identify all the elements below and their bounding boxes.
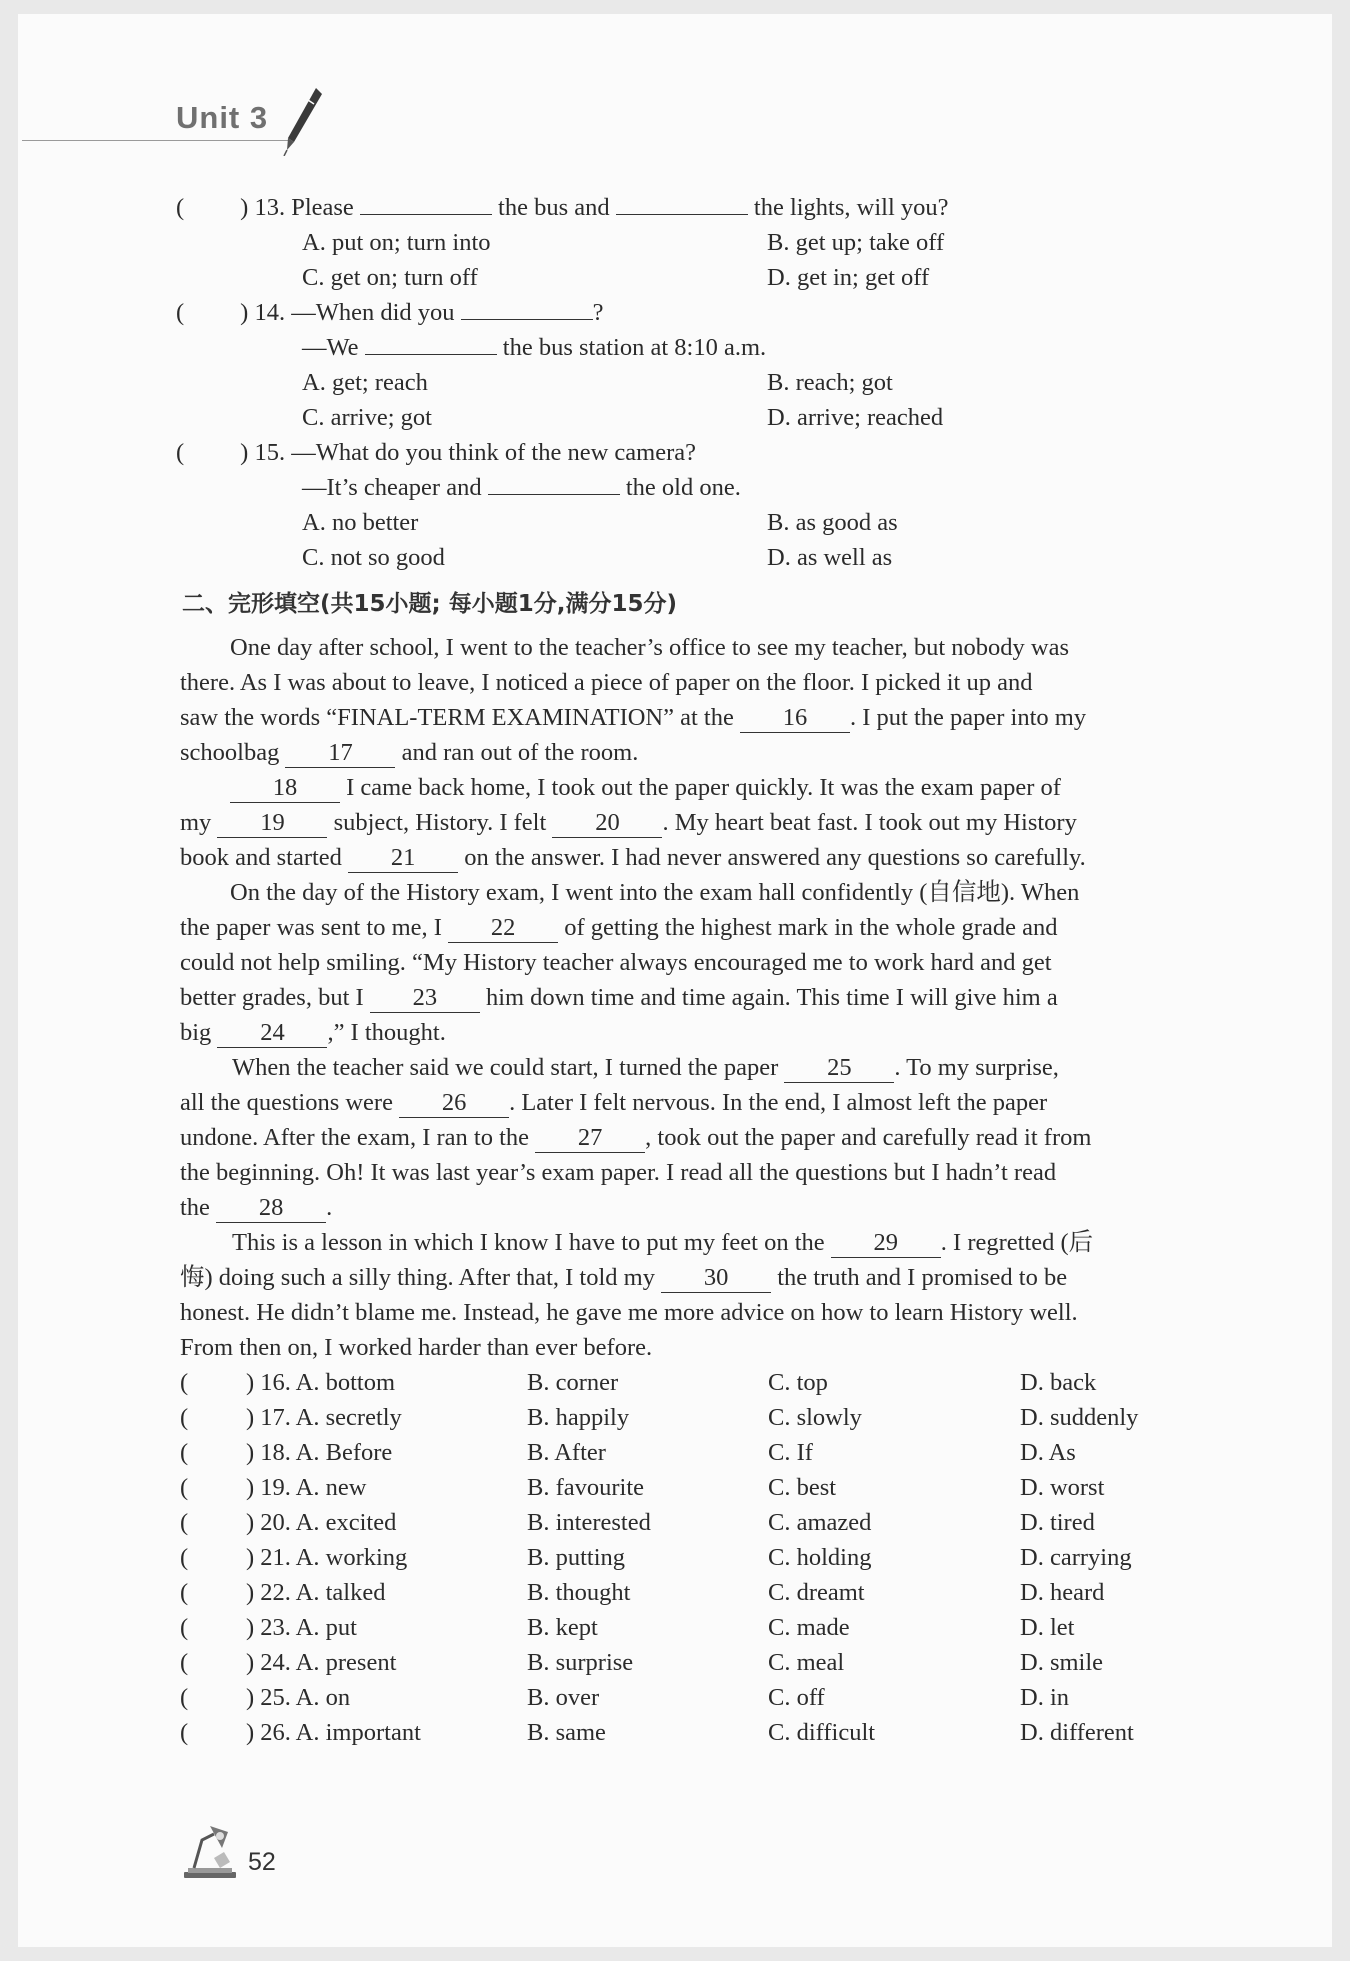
answer-blank[interactable] <box>360 214 492 215</box>
choice-option-a: ) 22. A. talked <box>246 1579 386 1606</box>
question-14-line2 <box>302 330 766 365</box>
choice-option-a: ) 23. A. put <box>246 1614 357 1641</box>
option-d: D. as well as <box>767 544 893 571</box>
choice-option-b: B. After <box>527 1439 606 1466</box>
choice-option-b: B. putting <box>527 1544 626 1571</box>
choice-option-d: D. As <box>1020 1439 1076 1466</box>
cloze-blank-20[interactable]: 20 <box>552 809 662 838</box>
choice-option-d: D. different <box>1020 1719 1134 1746</box>
question-15-line2 <box>302 470 741 505</box>
unit-title: Unit 3 <box>176 100 269 135</box>
answer-paren: ( <box>176 439 185 466</box>
question-stem: the lights, will you? <box>753 194 949 221</box>
cloze-blank-17[interactable]: 17 <box>285 739 395 768</box>
choice-option-d: D. heard <box>1020 1579 1105 1606</box>
choice-option-a: ) 24. A. present <box>246 1649 397 1676</box>
choice-option-d: D. smile <box>1020 1649 1104 1676</box>
question-stem: the old one. <box>625 474 741 501</box>
cloze-blank-29[interactable]: 29 <box>831 1229 941 1258</box>
passage-line: better grades, but I 23 him down time and time again. This time I will give him a <box>180 984 1058 1011</box>
choice-option-b: B. thought <box>527 1579 631 1606</box>
cloze-blank-25[interactable]: 25 <box>784 1054 894 1083</box>
passage-line: undone. After the exam, I ran to the 27 , took out the paper and carefully read it from <box>180 1124 1092 1151</box>
passage-line: One day after school, I went to the teacher’s office to see my teacher, but nobody was <box>230 634 1069 661</box>
choice-option-c: C. meal <box>768 1649 845 1676</box>
passage-line: 悔) doing such a silly thing. After that, I told my 30 the truth and I promised to be <box>180 1264 1068 1291</box>
choice-option-c: C. top <box>768 1369 828 1396</box>
question-stem: ) 15. —What do you think of the new camera? <box>240 439 696 466</box>
question-14 <box>176 295 604 330</box>
choice-option-a: ) 20. A. excited <box>246 1509 397 1536</box>
choice-option-a: ) 16. A. bottom <box>246 1369 396 1396</box>
passage-line: all the questions were 26 . Later I felt nervous. In the end, I almost left the paper <box>180 1089 1048 1116</box>
choice-option-c: C. off <box>768 1684 825 1711</box>
option-c: C. arrive; got <box>302 404 432 431</box>
cloze-blank-27[interactable]: 27 <box>535 1124 645 1153</box>
choice-option-d: D. carrying <box>1020 1544 1132 1571</box>
section-heading: 二、完形填空(共15小题; 每小题1分,满分15分) <box>182 591 677 617</box>
question-stem: ) 14. —When did you <box>240 299 455 326</box>
answer-blank[interactable] <box>488 494 620 495</box>
choice-option-c: C. If <box>768 1439 813 1466</box>
passage-line: This is a lesson in which I know I have to put my feet on the 29 . I regretted (后 <box>232 1229 1094 1256</box>
desk-lamp-icon <box>180 1822 240 1880</box>
answer-paren[interactable]: ( <box>180 1474 189 1501</box>
answer-blank[interactable] <box>616 214 748 215</box>
passage-line: schoolbag 17 and ran out of the room. <box>180 739 639 766</box>
choice-option-c: C. holding <box>768 1544 872 1571</box>
passage-line: my 19 subject, History. I felt 20 . My heart beat fast. I took out my History <box>180 809 1077 836</box>
cloze-blank-28[interactable]: 28 <box>216 1194 326 1223</box>
choice-option-b: B. interested <box>527 1509 651 1536</box>
choice-option-d: D. let <box>1020 1614 1075 1641</box>
choice-option-a: ) 25. A. on <box>246 1684 351 1711</box>
answer-paren[interactable]: ( <box>180 1719 189 1746</box>
page-number: 52 <box>248 1848 276 1876</box>
question-stem: ) 13. Please <box>240 194 354 221</box>
option-a: A. put on; turn into <box>302 229 491 256</box>
cloze-blank-16[interactable]: 16 <box>740 704 850 733</box>
answer-paren[interactable]: ( <box>180 1579 189 1606</box>
passage-line: the 28 . <box>180 1194 333 1221</box>
passage-line: there. As I was about to leave, I noticed a piece of paper on the floor. I picked it up and <box>180 669 1033 696</box>
passage-line: saw the words “FINAL-TERM EXAMINATION” at the 16 . I put the paper into my <box>180 704 1087 731</box>
passage-line: 18 I came back home, I took out the paper quickly. It was the exam paper of <box>230 770 1061 805</box>
answer-blank[interactable] <box>365 354 497 355</box>
answer-paren[interactable]: ( <box>180 1369 189 1396</box>
cloze-blank-30[interactable]: 30 <box>661 1264 771 1293</box>
cloze-blank-18[interactable]: 18 <box>230 774 340 803</box>
answer-paren: ( <box>176 299 185 326</box>
choice-option-b: B. surprise <box>527 1649 634 1676</box>
passage-line: On the day of the History exam, I went into the exam hall confidently (自信地). When <box>230 879 1080 906</box>
passage-line: From then on, I worked harder than ever before. <box>180 1334 653 1361</box>
cloze-blank-26[interactable]: 26 <box>399 1089 509 1118</box>
answer-paren[interactable]: ( <box>180 1684 189 1711</box>
choice-option-d: D. worst <box>1020 1474 1105 1501</box>
question-13 <box>176 190 949 225</box>
choice-option-c: C. made <box>768 1614 850 1641</box>
passage-line: big 24 ,” I thought. <box>180 1019 446 1046</box>
choice-option-c: C. amazed <box>768 1509 872 1536</box>
cloze-blank-23[interactable]: 23 <box>370 984 480 1013</box>
choice-option-d: D. suddenly <box>1020 1404 1139 1431</box>
option-a: A. get; reach <box>302 369 428 396</box>
pen-icon <box>280 86 324 156</box>
choice-option-d: D. back <box>1020 1369 1097 1396</box>
choice-option-a: ) 21. A. working <box>246 1544 408 1571</box>
passage-line: book and started 21 on the answer. I had never answered any questions so carefully. <box>180 844 1086 871</box>
option-c: C. get on; turn off <box>302 264 478 291</box>
choice-option-b: B. same <box>527 1719 606 1746</box>
option-d: D. get in; get off <box>767 264 930 291</box>
question-stem: —We <box>302 334 359 361</box>
header-rule <box>22 140 288 141</box>
option-a: A. no better <box>302 509 419 536</box>
cloze-blank-22[interactable]: 22 <box>448 914 558 943</box>
choice-option-b: B. happily <box>527 1404 630 1431</box>
cloze-blank-21[interactable]: 21 <box>348 844 458 873</box>
choice-option-d: D. tired <box>1020 1509 1095 1536</box>
option-b: B. reach; got <box>767 369 893 396</box>
answer-paren[interactable]: ( <box>180 1544 189 1571</box>
choice-option-b: B. over <box>527 1684 600 1711</box>
cloze-blank-24[interactable]: 24 <box>217 1019 327 1048</box>
option-c: C. not so good <box>302 544 445 571</box>
choice-option-b: B. corner <box>527 1369 619 1396</box>
question-stem: the bus station at 8:10 a.m. <box>502 334 767 361</box>
question-15 <box>176 435 696 470</box>
passage-line: the beginning. Oh! It was last year’s exam paper. I read all the questions but I hadn’t read <box>180 1159 1057 1186</box>
choice-option-d: D. in <box>1020 1684 1069 1711</box>
answer-paren: ( <box>176 194 185 221</box>
choice-option-c: C. slowly <box>768 1404 862 1431</box>
option-b: B. get up; take off <box>767 229 945 256</box>
cloze-blank-19[interactable]: 19 <box>217 809 327 838</box>
answer-paren[interactable]: ( <box>180 1439 189 1466</box>
passage-line: When the teacher said we could start, I turned the paper 25 . To my surprise, <box>232 1054 1059 1081</box>
choice-option-a: ) 17. A. secretly <box>246 1404 402 1431</box>
answer-paren[interactable]: ( <box>180 1614 189 1641</box>
option-d: D. arrive; reached <box>767 404 944 431</box>
choice-option-a: ) 18. A. Before <box>246 1439 393 1466</box>
choice-option-c: C. difficult <box>768 1719 876 1746</box>
question-stem: —It’s cheaper and <box>302 474 482 501</box>
choice-option-c: C. dreamt <box>768 1579 865 1606</box>
answer-paren[interactable]: ( <box>180 1509 189 1536</box>
option-b: B. as good as <box>767 509 898 536</box>
question-stem: ? <box>592 299 604 326</box>
choice-option-a: ) 26. A. important <box>246 1719 421 1746</box>
answer-paren[interactable]: ( <box>180 1649 189 1676</box>
choice-option-b: B. favourite <box>527 1474 645 1501</box>
passage-line: the paper was sent to me, I 22 of getting the highest mark in the whole grade and <box>180 914 1058 941</box>
passage-line: honest. He didn’t blame me. Instead, he gave me more advice on how to learn History well. <box>180 1299 1078 1326</box>
question-stem: the bus and <box>498 194 610 221</box>
choice-option-b: B. kept <box>527 1614 598 1641</box>
choice-option-a: ) 19. A. new <box>246 1474 367 1501</box>
answer-paren[interactable]: ( <box>180 1404 189 1431</box>
choice-option-c: C. best <box>768 1474 837 1501</box>
passage-line: could not help smiling. “My History teacher always encouraged me to work hard and get <box>180 949 1052 976</box>
answer-blank[interactable] <box>461 319 593 320</box>
